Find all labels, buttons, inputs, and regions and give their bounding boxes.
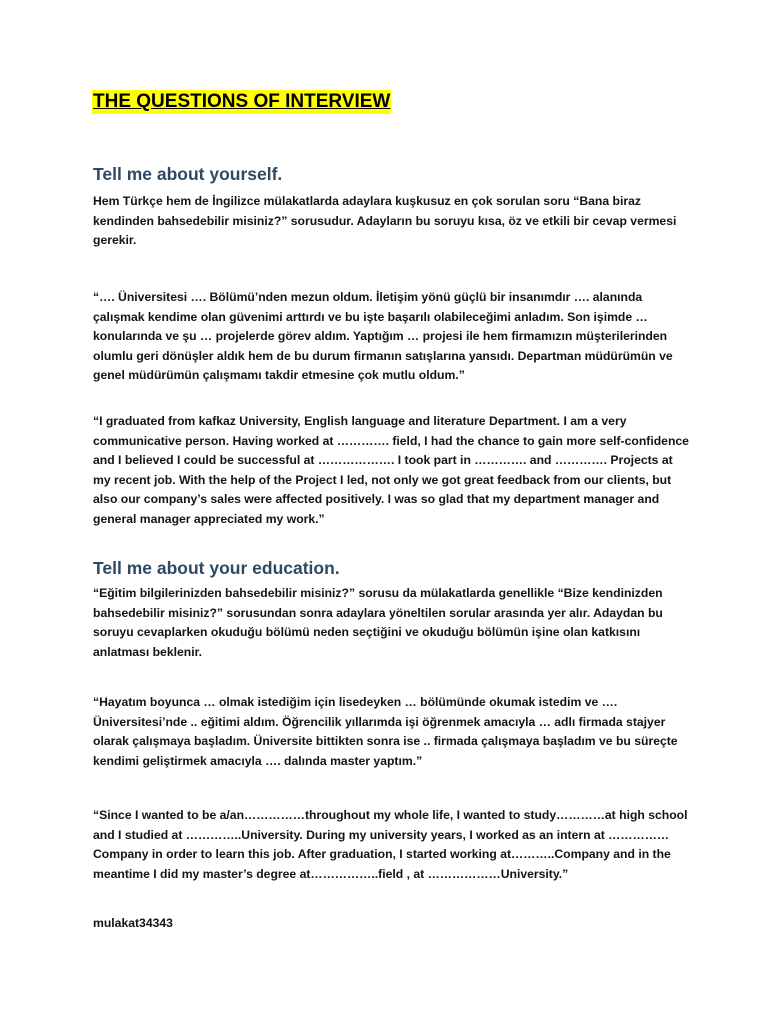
footer-text: mulakat34343 xyxy=(93,916,173,930)
section-heading-education: Tell me about your education. xyxy=(93,558,340,578)
paragraph-turkish-answer-yourself: “…. Üniversitesi …. Bölümü’nden mezun oldum. İletişim yönü güçlü bir insanımdır …. alanında çalışmak kendime olan güvenimi arttırdı ve bu işte başarılı olabileceğimi anladım. Son işimde … konularında ve şu … projelerde görev aldım. Yaptığım … projesi ile hem firmamızın müşterilerinden olumlu geri dönüşler aldık hem de bu durum firmanın satışlarına yansıdı. Departman müdürümün ve genel müdürümün çalışmamı takdir etmesine çok mutlu oldum.” xyxy=(93,290,673,383)
paragraph-intro-yourself: Hem Türkçe hem de İngilizce mülakatlarda adaylara kuşkusuz en çok sorulan soru “Bana biraz kendinden bahsedebilir misiniz?” sorusudur. Adayların bu soruyu kısa, öz ve etkili bir cevap vermesi gerekir. xyxy=(93,194,677,248)
paragraph-intro-education: “Eğitim bilgilerinizden bahsedebilir misiniz?” sorusu da mülakatlarda genellikle “Bize kendinizden bahsedebilir misiniz?” sorusundan sonra adaylara yöneltilen sorular arasında yer alır. Adaydan bu soruyu cevaplarken okuduğu bölümü neden seçtiğini ve okuduğu bölümün işine olan katkısını anlatması beklenir. xyxy=(93,586,663,659)
section-heading-yourself: Tell me about yourself. xyxy=(93,164,283,184)
document-title: THE QUESTIONS OF INTERVIEW xyxy=(93,91,391,112)
paragraph-english-answer-yourself: “I graduated from kafkaz University, English language and literature Department. I am a very communicative person. Having worked at …………. field, I had the chance to gain more self-confidence and I believed I could be successful at ………………. I took part in …………. and …………. Projects at my recent job. With the help of the Project I led, not only we got great feedback from our clients, but also our company’s sales were affected positively. I was so glad that my department manager and general manager appreciated my work.” xyxy=(93,414,689,526)
paragraph-english-answer-education: “Since I wanted to be a/an……………throughout my whole life, I wanted to study…………at high school and I studied at …………..University. During my university years, I worked as an intern at ……………Company in order to learn this job. After graduation, I started working at………..Company and in the meantime I did my master’s degree at……………..field , at ………………University.” xyxy=(93,808,688,881)
paragraph-turkish-answer-education: “Hayatım boyunca … olmak istediğim için lisedeyken … bölümünde okumak istedim ve …. Üniversitesi’nde .. eğitimi aldım. Öğrencilik yıllarımda işi öğrenmek amacıyla … adlı firmada stajyer olarak çalışmaya başladım. Üniversite bittikten sonra ise .. firmada çalışmaya başladım ve bu süreçte kendimi geliştirmek amacıyla …. dalında master yaptım.” xyxy=(93,695,678,768)
